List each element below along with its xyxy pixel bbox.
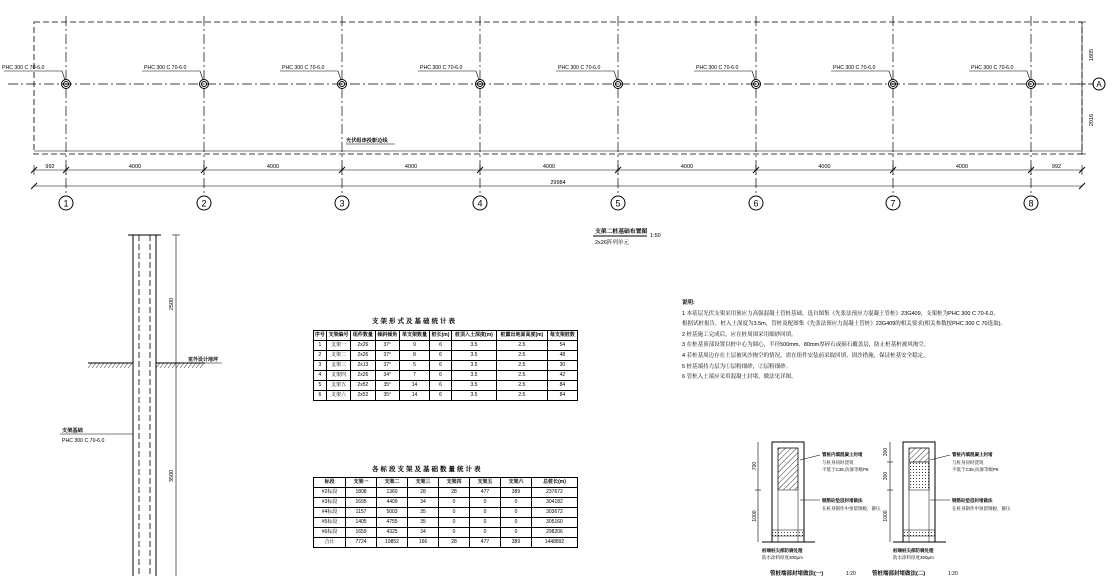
table1-title: 支架形式及基础统计表 [372, 318, 457, 325]
table-row [314, 538, 578, 548]
dim-value-7: 4000 [955, 164, 969, 170]
table1-cell: 2.5 [496, 371, 547, 381]
table2-cell: 0 [500, 528, 531, 538]
table2-header-2: 支架二 [377, 478, 408, 488]
table2-cell: #5标段 [314, 518, 346, 528]
table2-cell: 1808 [346, 488, 377, 498]
right-dim-1: 1805 [1089, 48, 1095, 62]
d1-label-5: 在桩身制作中预留钢板，静压 [822, 506, 881, 511]
pile-label-5: PHC 300 C 70-6.0 [558, 65, 601, 71]
axis-label-5: 5 [615, 198, 621, 209]
table2-cell: 0 [469, 508, 500, 518]
table2-cell: 166 [408, 538, 439, 548]
table1-cell: 5 [314, 381, 327, 391]
d2-title: 管桩端部封堵做法(二) [872, 571, 926, 576]
table2-cell: #4标段 [314, 508, 346, 518]
dim-value-8: 992 [1051, 164, 1062, 170]
table1-cell: 2x13 [351, 361, 375, 371]
table1-cell: 3.5 [451, 381, 496, 391]
table1-cell: 3.5 [451, 341, 496, 351]
table1-cell: 6 [430, 381, 452, 391]
d2-scale: 1:20 [948, 571, 958, 576]
plan-scale: 1:50 [650, 233, 661, 239]
pile-label-1: 支架基础 [62, 428, 83, 434]
pile-leader-d-3 [338, 71, 341, 80]
table1-cell: 2.5 [496, 391, 547, 401]
table1-cell: 35° [375, 391, 399, 401]
pile-label-8: PHC 300 C 70-6.0 [971, 65, 1014, 71]
pile-label-2: PHC 300 C 70-6.0 [62, 438, 105, 444]
table1-cell: 2 [314, 351, 327, 361]
table1-cell: 2.5 [496, 381, 547, 391]
dim-value-4: 4000 [542, 164, 556, 170]
table2-cell: 389 [500, 488, 531, 498]
dim-value-6: 4000 [818, 164, 831, 170]
axis-label-4: 4 [477, 198, 483, 209]
note-line: 5 桩基端持力层为①层粉细砂，②层粉细砂。 [682, 363, 792, 370]
elev-dim-upper: 2500 [169, 297, 175, 311]
table1-cell: 6 [430, 341, 452, 351]
table1-cell: 37° [375, 341, 399, 351]
table-row [314, 498, 578, 508]
table2-cell: 0 [439, 528, 470, 538]
table2-cell: 0 [469, 518, 500, 528]
table2-title: 各标段支架及基础数量统计表 [372, 466, 483, 473]
table2-cell: 28 [439, 538, 470, 548]
table1-cell: 支架六 [326, 391, 350, 401]
d1-label-1: 管桩内填混凝土封堵 [822, 452, 863, 457]
pile-label-3: PHC 300 C 70-6.0 [282, 65, 325, 71]
table1-cell: 6 [430, 351, 452, 361]
table2-cell: 7724 [346, 538, 377, 548]
table1-header-7: 桩露出地面高度(m) [496, 331, 547, 341]
note-line: 3 在桩基顶部设置以桩中心为圆心，半径500mm、80mm厚碎石或砾石覆盖层，防止桩基桩被风掏空。 [682, 342, 930, 349]
table2-cell: 1695 [346, 498, 377, 508]
pile-elevation [128, 235, 161, 576]
table2-cell: 305160 [531, 518, 577, 528]
d1-dim-2: 1000 [752, 510, 758, 522]
table2-cell: 0 [500, 498, 531, 508]
table-row [314, 341, 578, 351]
d1-bottom-2: 防水涂料厚度300μm [762, 555, 803, 560]
table2-cell: 0 [500, 518, 531, 528]
table-row [314, 391, 578, 401]
table2-cell: 298206 [531, 528, 577, 538]
table2-header-4: 支架四 [439, 478, 470, 488]
notes-block [682, 298, 1006, 383]
table2-cell: 389 [500, 538, 531, 548]
table2-cell: 34 [408, 498, 439, 508]
pile-leader-d-2 [200, 71, 203, 80]
table2-cell: 35 [408, 508, 439, 518]
table-row [314, 381, 578, 391]
plan-title: 支架二桩基础布置图 [595, 229, 648, 235]
note-line: 根据试桩报告，桩入土深度为3.5m，管桩及配图集《先张法预应力混凝土管桩》23G409的相关要求(相关参数按PHC 300 C 70选取)。 [682, 321, 1006, 328]
d1-label-2: 与桩身同时浇筑 [822, 460, 854, 465]
table1-cell: 6 [314, 391, 327, 401]
d2-dim-3: 1000 [883, 510, 889, 522]
dim-value-3: 4000 [404, 164, 418, 170]
table1-cell: 48 [547, 351, 577, 361]
table2-header-3: 支架三 [408, 478, 439, 488]
table2-cell: 5003 [377, 508, 408, 518]
table1-cell: 8 [399, 351, 429, 361]
elev-dim-lower: 3500 [169, 469, 175, 483]
dim-total: 29984 [550, 180, 566, 186]
axis-label-1: 1 [63, 198, 69, 209]
grid-lines [59, 16, 1038, 210]
pile-leader-d-6 [752, 71, 755, 80]
table1-cell: 34° [375, 371, 399, 381]
d1-title: 管桩端部封堵做法(一) [770, 571, 824, 576]
pile-label-2: PHC 300 C 70-6.0 [144, 65, 187, 71]
dim-value-5: 4000 [680, 164, 694, 170]
table1-cell: 14 [399, 391, 429, 401]
table1-cell: 2.5 [496, 361, 547, 371]
table-row [314, 371, 578, 381]
table-row [314, 361, 578, 371]
table2-cell: 0 [469, 498, 500, 508]
table1-cell: 3.5 [451, 361, 496, 371]
table1-cell: 6 [430, 371, 452, 381]
table2-cell: 1157 [346, 508, 377, 518]
table2-cell: 1448892 [531, 538, 577, 548]
table2-cell: 1659 [346, 528, 377, 538]
d2-bottom-2: 防水涂料厚度300μm [893, 555, 934, 560]
table2-header-0: 标段 [314, 478, 346, 488]
table1-cell: 支架三 [326, 361, 350, 371]
pile-leader-d-4 [476, 71, 479, 80]
table1-cell: 3.5 [451, 371, 496, 381]
table1-cell: 35° [375, 381, 399, 391]
axis-label-7: 7 [890, 198, 896, 209]
detail-2-drawing [887, 442, 950, 542]
ground-line [88, 363, 205, 368]
table1-cell: 9 [399, 341, 429, 351]
table2-header-1: 支架一 [346, 478, 377, 488]
table2-cell: 0 [500, 508, 531, 518]
table2-cell: 0 [469, 528, 500, 538]
d1-scale: 1:20 [846, 571, 856, 576]
table1-cell: 5 [399, 361, 429, 371]
right-dim-2: 2016 [1089, 113, 1095, 127]
table-row [314, 488, 578, 498]
pile-leader-d-1 [62, 71, 65, 80]
table1-cell: 4 [314, 371, 327, 381]
table1-cell: 14 [399, 381, 429, 391]
table1-cell: 3.5 [451, 391, 496, 401]
table-row [314, 528, 578, 538]
table2-cell: 1360 [377, 488, 408, 498]
table1-header-6: 桩顶入土深度(m) [451, 331, 496, 341]
notes-lines [682, 309, 1006, 383]
table1-cell: 54 [547, 341, 577, 351]
table1-cell: 2x52 [351, 391, 375, 401]
dimension-lines [31, 164, 1085, 189]
array-outline [34, 22, 1082, 154]
pile-leader-d-8 [1027, 71, 1030, 80]
table1-header-3: 倾斜倾角 [375, 331, 399, 341]
table1-cell: 84 [547, 381, 577, 391]
table2-cell: 28 [408, 488, 439, 498]
table1-header-4: 单支架数量 [399, 331, 429, 341]
pile-label-1: PHC 300 C 70-6.0 [2, 65, 45, 71]
d1-label-4: 钢筋砼垫层封堵做法 [822, 498, 863, 503]
table1-header-0: 序号 [314, 331, 327, 341]
table2-cell: 0 [439, 508, 470, 518]
table-row [314, 351, 578, 361]
table1-cell: 2x26 [351, 371, 375, 381]
table2-cell: 303672 [531, 508, 577, 518]
table2-cell: 合计 [314, 538, 346, 548]
table1-cell: 2x26 [351, 341, 375, 351]
table1-header-5: 桩长(m) [430, 331, 452, 341]
d2-label-1: 管桩内填混凝土封堵 [952, 452, 993, 457]
d2-dim-2: 300 [883, 471, 889, 481]
support-type-table [313, 330, 578, 401]
table1-cell: 支架二 [326, 351, 350, 361]
table1-cell: 42 [547, 371, 577, 381]
axis-label-6: 6 [753, 198, 759, 209]
table2-cell: 0 [439, 518, 470, 528]
table2-cell: 304182 [531, 498, 577, 508]
table1-cell: 2.5 [496, 341, 547, 351]
table1-cell: 7 [399, 371, 429, 381]
table2-header-6: 支架六 [500, 478, 531, 488]
table2-cell: 1405 [346, 518, 377, 528]
table1-cell: 3.5 [451, 351, 496, 361]
d2-dim-1: 300 [883, 447, 889, 457]
d1-dim-1: 700 [752, 461, 758, 471]
table2-cell: 4409 [377, 498, 408, 508]
d2-bottom-1: 桩端桩尖部防腐处理 [893, 548, 934, 553]
table1-cell: 30 [547, 361, 577, 371]
table2-cell: 34 [408, 528, 439, 538]
table1-cell: 37° [375, 361, 399, 371]
d2-label-5: 在桩身制作中预留钢板，静压 [952, 506, 1011, 511]
axis-label-3: 3 [339, 198, 345, 209]
table1-cell: 84 [547, 391, 577, 401]
pile-markers [2, 65, 1036, 89]
table2-cell: 19852 [377, 538, 408, 548]
note-line: 1 本基层光伏支架采用预应力高强混凝土管桩基础，选自图集《先张法预应力混凝土管桩》23G409，支架桩为PHC 300 C 70-6.0。 [682, 310, 999, 317]
pile-leader-d-7 [889, 71, 892, 80]
note-line: 2 桩基施工完成后，应在桩周围采用细砂回填。 [682, 331, 797, 338]
dim-value-2: 4000 [266, 164, 280, 170]
d1-bottom-1: 桩端桩尖部防腐处理 [762, 548, 803, 553]
table1-cell: 6 [430, 361, 452, 371]
table1-cell: 2x52 [351, 381, 375, 391]
axis-label-2: 2 [201, 198, 207, 209]
d1-label-3: 不低于C35,抗渗等级P8 [822, 467, 869, 472]
table2-cell: 477 [469, 538, 500, 548]
table1-header-1: 支架编号 [326, 331, 350, 341]
table1-cell: 支架一 [326, 341, 350, 351]
table2-header-5: 支架五 [469, 478, 500, 488]
table2-cell: 477 [469, 488, 500, 498]
section-quantity-table [313, 477, 578, 548]
table1-header-8: 每支架桩数 [547, 331, 577, 341]
table1-cell: 37° [375, 351, 399, 361]
table2-cell: 4755 [377, 518, 408, 528]
dim-value-0: 992 [45, 164, 55, 170]
note-line: 4 若桩基周边存在土层被风沙掏空的情况，需在组件安装前采取回填、固沙措施，保证桩基安全稳定。 [682, 352, 929, 359]
table-row [314, 508, 578, 518]
table1-cell: 2x26 [351, 351, 375, 361]
detail-1-drawing [755, 442, 820, 542]
table1-header-2: 组件数量 [351, 331, 375, 341]
note-line: 6 管桩入土端应采用混凝土封堵，做法见详图。 [682, 374, 797, 381]
axis-label-8: 8 [1028, 198, 1034, 209]
table2-cell: #2标段 [314, 488, 346, 498]
plan-subtitle: 2x26阵列单元 [595, 240, 629, 246]
d2-label-3: 不低于C35,抗渗等级P8 [952, 467, 999, 472]
table1-cell: 6 [430, 391, 452, 401]
table1-cell: 1 [314, 341, 327, 351]
axis-label-A: A [1096, 80, 1102, 89]
ground-label: 室外设计地坪 [188, 357, 219, 363]
pile-label-6: PHC 300 C 70-6.0 [696, 65, 739, 71]
boundary-label: 光伏组串投影边线 [346, 138, 388, 144]
dim-value-1: 4000 [128, 164, 142, 170]
elevation-dimension [172, 235, 180, 576]
table2-cell: 4325 [377, 528, 408, 538]
pile-leader-d-5 [614, 71, 617, 80]
table1-cell: 3 [314, 361, 327, 371]
table2-cell: 237672 [531, 488, 577, 498]
table1-cell: 支架四 [326, 371, 350, 381]
pile-label-4: PHC 300 C 70-6.0 [420, 65, 463, 71]
table2-cell: 35 [408, 518, 439, 528]
d2-label-2: 与桩身同时浇筑 [952, 460, 984, 465]
table2-cell: 0 [439, 498, 470, 508]
table2-cell: 28 [439, 488, 470, 498]
notes-heading: 说明: [682, 300, 695, 306]
d2-label-4: 钢筋砼垫层封堵做法 [952, 498, 993, 503]
table2-header-7: 总桩长(m) [531, 478, 577, 488]
table2-cell: #6标段 [314, 528, 346, 538]
table1-cell: 2.5 [496, 351, 547, 361]
table1-cell: 支架五 [326, 381, 350, 391]
table-row [314, 518, 578, 528]
table2-cell: #3标段 [314, 498, 346, 508]
pile-label-7: PHC 300 C 70-6.0 [833, 65, 876, 71]
